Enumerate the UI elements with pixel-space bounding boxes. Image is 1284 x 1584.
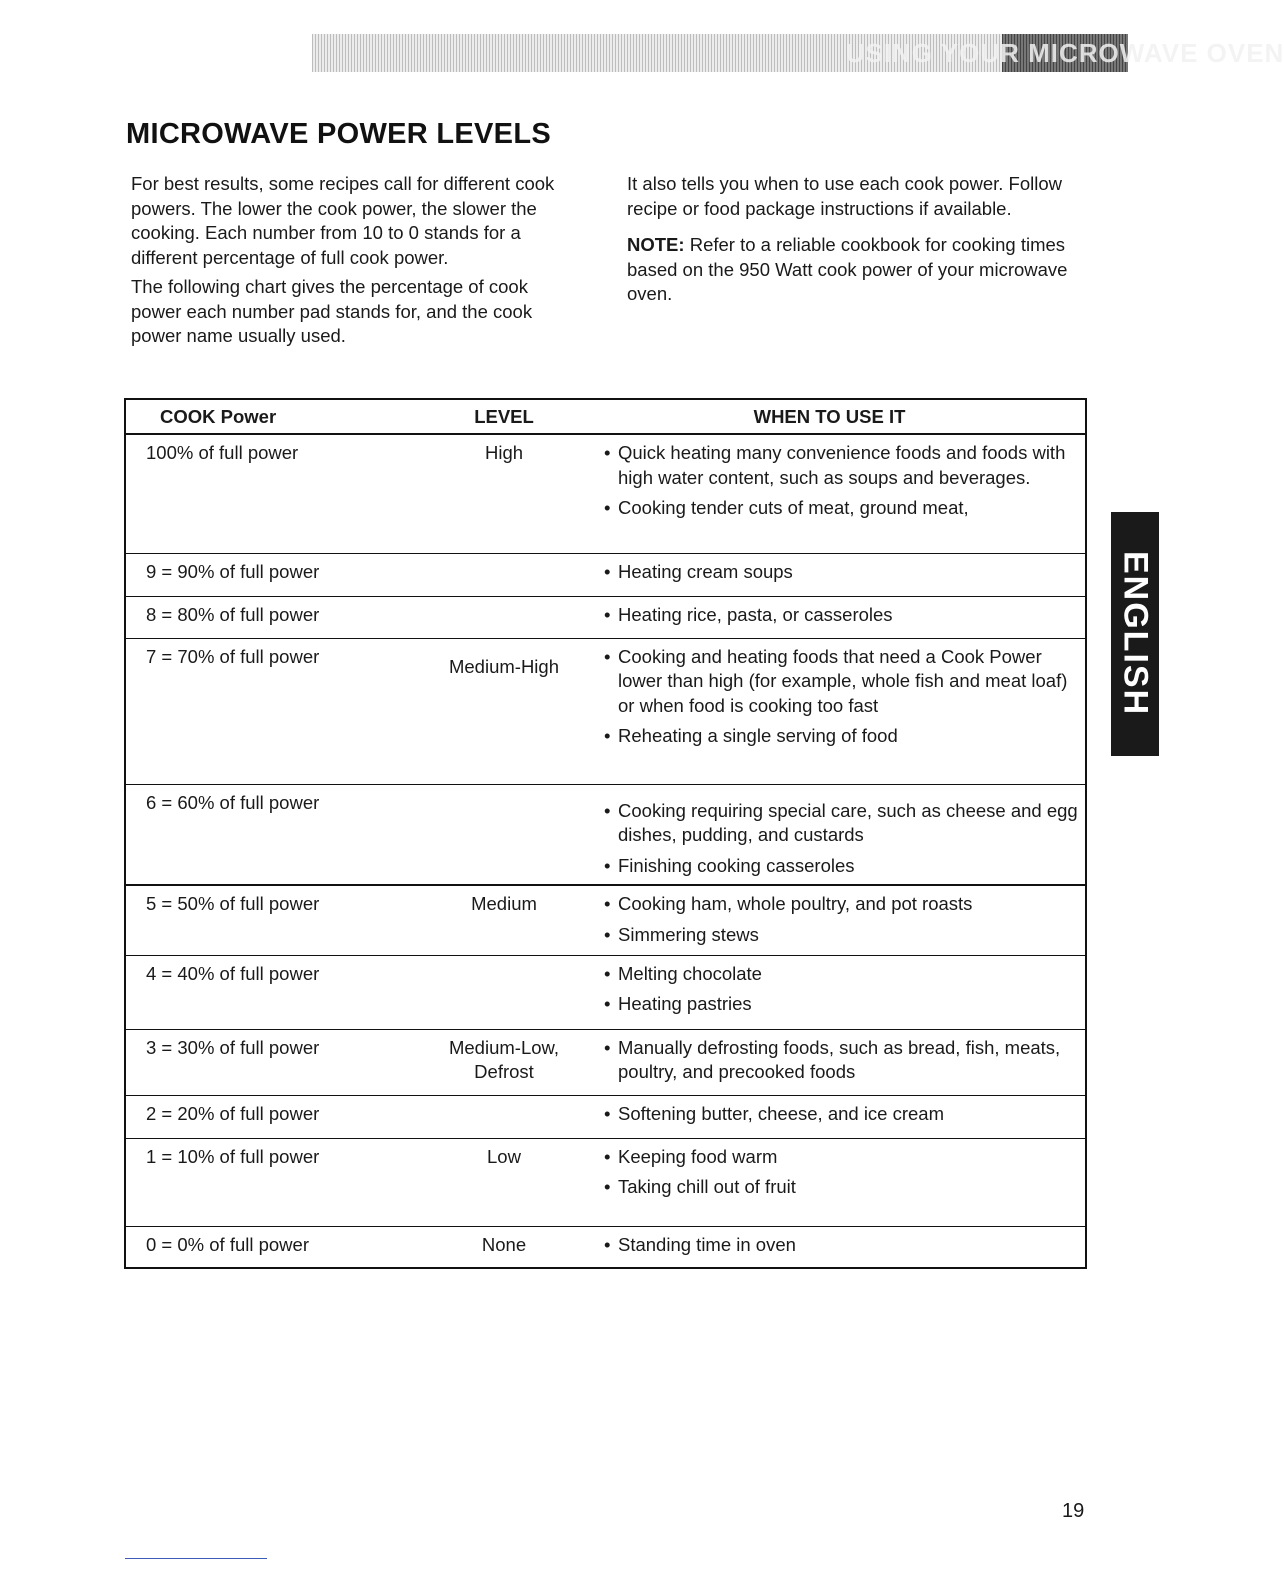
table-row [125, 955, 1086, 1029]
level-text: Medium [471, 893, 537, 914]
note-paragraph [627, 233, 1097, 307]
when-to-use-cell [574, 638, 1086, 784]
cook-power-cell: 8 = 80% of full power [125, 596, 434, 638]
use-list [604, 1145, 1085, 1200]
cook-power-cell: 7 = 70% of full power [125, 638, 434, 784]
use-list [604, 441, 1085, 521]
page-title: MICROWAVE POWER LEVELS [126, 118, 551, 150]
cook-power-cell: 2 = 20% of full power [125, 1095, 434, 1138]
when-to-use-cell [574, 1226, 1086, 1268]
use-list-item: • Simmering stews [604, 923, 1085, 948]
level-text: Medium-Low, Defrost [448, 1036, 559, 1082]
column-header-cook-power: COOK Power [125, 399, 434, 434]
table-row [125, 784, 1086, 885]
use-list [604, 560, 1085, 585]
level-cell [434, 885, 574, 955]
cook-power-cell: 1 = 10% of full power [125, 1138, 434, 1226]
cook-power-cell: 9 = 90% of full power [125, 553, 434, 596]
use-list-item: • Cooking and heating foods that need a Cook Power lower than high (for example, whole fish and meat loaf) or when food is cooking too fast [604, 645, 1085, 719]
table-header-row [125, 399, 1086, 434]
level-text: Medium-High [448, 655, 559, 677]
when-to-use-cell [574, 553, 1086, 596]
column-header-level: LEVEL [434, 399, 574, 434]
use-list-item: • Cooking ham, whole poultry, and pot roasts [604, 892, 1085, 917]
level-cell [434, 1138, 574, 1226]
use-list-item: • Melting chocolate [604, 962, 1085, 987]
level-cell [434, 1029, 574, 1095]
level-cell [434, 955, 574, 1029]
cook-power-cell: 100% of full power [125, 434, 434, 553]
table-row [125, 885, 1086, 955]
use-list-item: • Heating pastries [604, 992, 1085, 1017]
cook-power-cell: 5 = 50% of full power [125, 885, 434, 955]
table-row [125, 434, 1086, 553]
use-list-item: • Manually defrosting foods, such as bread, fish, meats, poultry, and precooked foods [604, 1036, 1085, 1085]
note-label: NOTE: [627, 234, 685, 255]
footer-rule [125, 1558, 267, 1559]
when-to-use-cell [574, 1138, 1086, 1226]
cook-power-cell: 3 = 30% of full power [125, 1029, 434, 1095]
power-levels-table [124, 398, 1087, 1269]
use-list [604, 962, 1085, 1017]
column-header-when-to-use: WHEN TO USE IT [574, 399, 1086, 434]
table-row [125, 1226, 1086, 1268]
use-list [604, 799, 1085, 879]
language-tab [1111, 512, 1159, 756]
use-list-item: • Standing time in oven [604, 1233, 1085, 1258]
use-list [604, 1036, 1085, 1085]
level-text: High [484, 442, 524, 463]
table-row [125, 1095, 1086, 1138]
table-row [125, 1029, 1086, 1095]
level-cell [434, 1226, 574, 1268]
use-list-item: • Softening butter, cheese, and ice cream [604, 1102, 1085, 1127]
section-header-dark-band [845, 34, 1284, 72]
table-row [125, 1138, 1086, 1226]
section-header-bar [312, 34, 1284, 72]
use-list-item: • Heating rice, pasta, or casseroles [604, 603, 1085, 628]
use-list-item: • Heating cream soups [604, 560, 1085, 585]
when-to-use-cell [574, 1095, 1086, 1138]
level-cell [434, 638, 574, 784]
section-header-title: USING YOUR MICROWAVE OVEN [845, 37, 1284, 68]
when-to-use-cell [574, 1029, 1086, 1095]
level-cell [434, 784, 574, 885]
use-list [604, 892, 1085, 947]
intro-left-column [131, 172, 581, 354]
cook-power-cell: 0 = 0% of full power [125, 1226, 434, 1268]
use-list-item: • Taking chill out of fruit [604, 1175, 1085, 1200]
table-row [125, 638, 1086, 784]
use-list-item: • Reheating a single serving of food [604, 724, 1085, 749]
use-list-item: • Cooking requiring special care, such as cheese and egg dishes, pudding, and custards [604, 799, 1085, 848]
intro-paragraph: The following chart gives the percentage of cook power each number pad stands for, and the cook power name usually used. [131, 276, 533, 346]
intro-paragraph: It also tells you when to use each cook power. Follow recipe or food package instructions if available. [627, 173, 1062, 219]
intro-paragraph: For best results, some recipes call for different cook powers. The lower the cook power, the slower the cooking. Each number from 10 to 0 stands for a different percentage of full cook power. [131, 173, 555, 268]
table-row [125, 553, 1086, 596]
page-number: 19 [1062, 1500, 1085, 1522]
use-list [604, 645, 1085, 749]
table-row [125, 596, 1086, 638]
use-list-item: • Finishing cooking casseroles [604, 854, 1085, 879]
level-text: None [481, 1233, 527, 1255]
use-list [604, 603, 1085, 628]
when-to-use-cell [574, 434, 1086, 553]
cook-power-cell: 6 = 60% of full power [125, 784, 434, 885]
use-list [604, 1233, 1085, 1258]
cook-power-cell: 4 = 40% of full power [125, 955, 434, 1029]
when-to-use-cell [574, 955, 1086, 1029]
use-list-item: • Cooking tender cuts of meat, ground meat, [604, 496, 1085, 521]
level-cell [434, 596, 574, 638]
when-to-use-cell [574, 885, 1086, 955]
when-to-use-cell [574, 596, 1086, 638]
intro-right-column [627, 172, 1097, 319]
language-tab-label: ENGLISH [1116, 551, 1155, 717]
note-text: Refer to a reliable cookbook for cooking times based on the 950 Watt cook power of your microwave oven. [627, 234, 1068, 304]
level-cell [434, 1095, 574, 1138]
level-cell [434, 553, 574, 596]
use-list-item: • Quick heating many convenience foods and foods with high water content, such as soups and beverages. [604, 441, 1085, 490]
level-text: Low [487, 1145, 521, 1167]
use-list [604, 1102, 1085, 1127]
level-cell [434, 434, 574, 553]
use-list-item: • Keeping food warm [604, 1145, 1085, 1170]
when-to-use-cell [574, 784, 1086, 885]
